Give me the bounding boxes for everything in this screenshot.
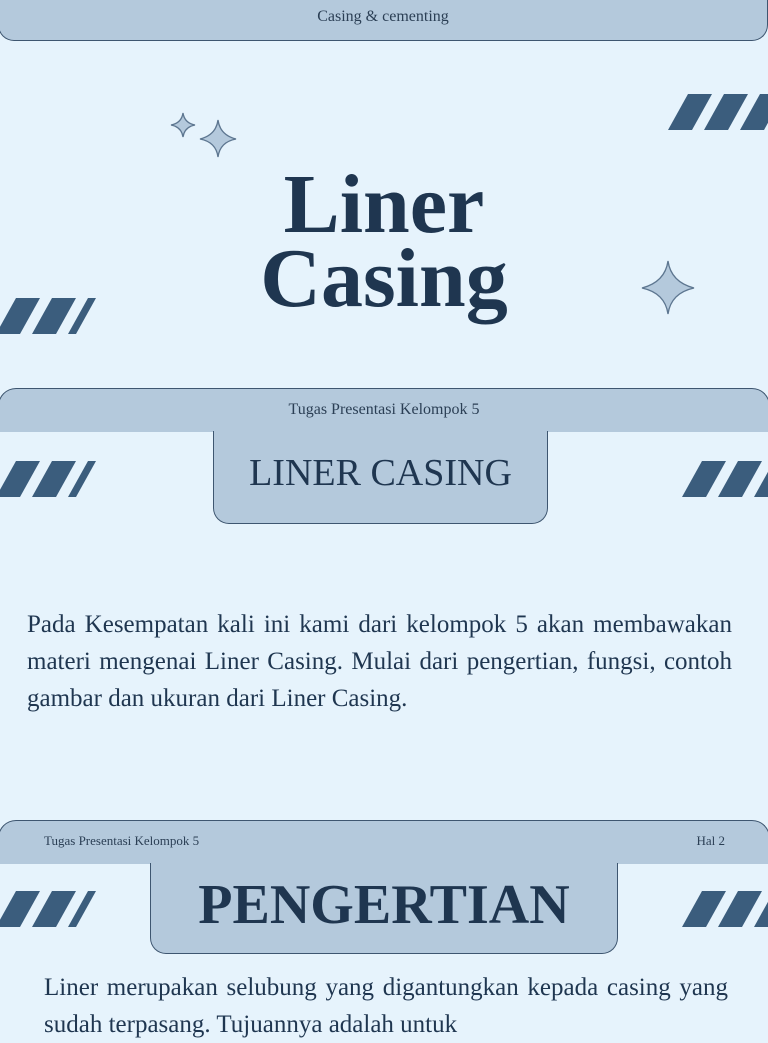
- stripes-decoration: [682, 891, 768, 927]
- band-label: Tugas Presentasi Kelompok 5: [288, 401, 480, 418]
- stripes-decoration: [0, 891, 96, 927]
- intro-paragraph: Pada Kesempatan kali ini kami dari kelompok 5 akan membawakan materi mengenai Liner Casing. Mulai dari pengertian, fungsi, contoh gambar dan ukuran dari Liner Casing.: [27, 611, 732, 712]
- hero-title-line1: Liner: [283, 158, 485, 251]
- stripes-decoration: [682, 461, 768, 497]
- band-left-label: Tugas Presentasi Kelompok 5: [44, 833, 200, 848]
- hero-title-line2: Casing: [260, 232, 508, 325]
- section-heading: LINER CASING: [249, 452, 512, 494]
- header-tab: [0, 0, 768, 41]
- header-title: Casing & cementing: [317, 8, 449, 25]
- page-number: Hal 2: [696, 833, 725, 848]
- section-heading: PENGERTIAN: [198, 874, 570, 936]
- stripes-decoration: [0, 461, 96, 497]
- section-heading-box: [150, 863, 618, 954]
- section-band: [0, 820, 768, 864]
- section-heading-box: [213, 431, 548, 524]
- stripes-decoration: [668, 94, 768, 130]
- definition-paragraph: Liner merupakan selubung yang digantungkan kepada casing yang sudah terpasang. Tujuannya adalah untuk: [44, 974, 728, 1038]
- sparkle-icon: [168, 110, 248, 164]
- section-band: [0, 388, 768, 432]
